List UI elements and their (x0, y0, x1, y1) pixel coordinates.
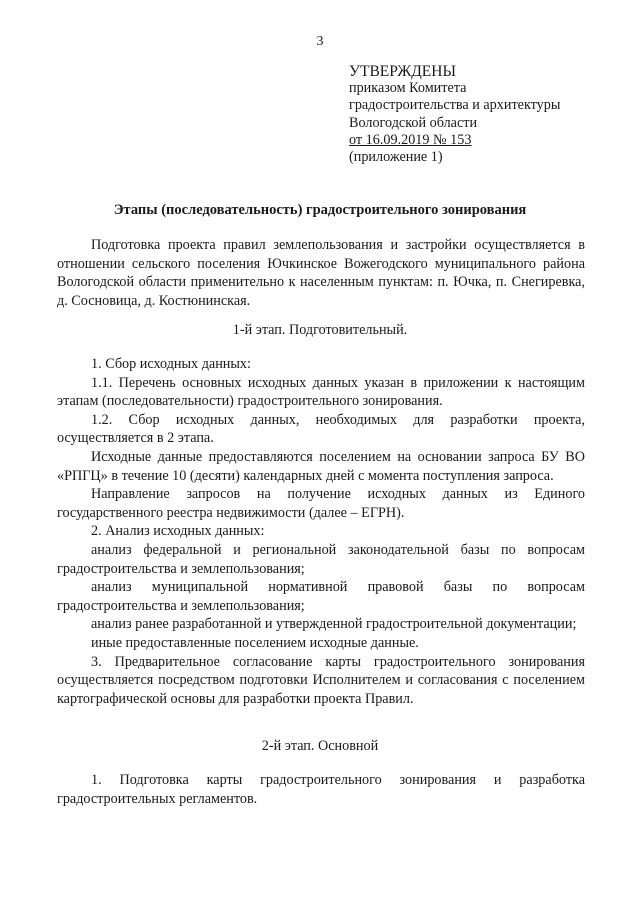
stage1-analysis-municipal: анализ муниципальной нормативной правовой базы по вопросам градостроительства и землепользования; (57, 579, 585, 614)
stage1-source-data: Исходные данные предоставляются поселением на основании запроса БУ ВО «РПГЦ» в течение 10 (десяти) календарных дней с момента поступления запроса. (57, 448, 585, 484)
stage1-item-analysis: 2. Анализ исходных данных: (91, 523, 265, 540)
stage2-heading: 2-й этап. Основной (261, 738, 379, 754)
stage1-item-1-1: 1.1. Перечень основных исходных данных указан в приложении к настоящим этапам (последовательности) градостроительного зонирования. (57, 374, 585, 410)
approval-line-3: Вологодской области (349, 114, 478, 131)
stage1-item-preliminary: 3. Предварительное согласование карты градостроительного зонирования осуществляется посредством подготовки Исполнителем и согласования с поселением картографической основы для разработки проекта Правил. (57, 653, 585, 707)
stage1-item-collect: 1. Сбор исходных данных: (91, 356, 251, 372)
approval-appendix: (приложение 1) (349, 149, 443, 166)
stage1-section (57, 355, 585, 708)
approval-block (349, 63, 560, 166)
approval-date-number: от 16.09.2019 № 153 (349, 131, 472, 148)
stage1-item-1-2: 1.2. Сбор исходных данных, необходимых для разработки проекта, осуществляется в 2 этапа. (57, 411, 585, 447)
stage1-egrn-requests: Направление запросов на получение исходных данных из Единого государственного реестра недвижимости (далее – ЕГРН). (57, 486, 585, 521)
stage1-heading: 1-й этап. Подготовительный. (232, 322, 408, 338)
page-number: 3 (316, 34, 324, 49)
intro-section (57, 236, 585, 310)
intro-paragraph: Подготовка проекта правил землепользования и застройки осуществляется в отношении сельского поселения Ючкинское Вожегодского муниципального района Вологодской области применительно к населенным пунктам: п. Ючка, п. Снегиревка, д. Сосновица, д. Костюнинская. (57, 237, 585, 309)
approval-line-2: градостроительства и архитектуры (349, 97, 561, 114)
stage1-analysis-other: иные предоставленные поселением исходные данные. (91, 634, 419, 651)
stage1-analysis-federal: анализ федеральной и региональной законодательной базы по вопросам градостроительства и землепользования; (57, 541, 585, 577)
stage1-analysis-previous: анализ ранее разработанной и утвержденной градостроительной документации; (91, 616, 577, 633)
stage2-section (57, 771, 585, 808)
approval-line-1: приказом Комитета (349, 80, 467, 97)
approval-title: УТВЕРЖДЕНЫ (349, 63, 456, 80)
document-title: Этапы (последовательность) градостроительного зонирования (113, 202, 527, 218)
stage2-item-1: 1. Подготовка карты градостроительного зонирования и разработка градостроительных регламентов. (57, 772, 585, 807)
